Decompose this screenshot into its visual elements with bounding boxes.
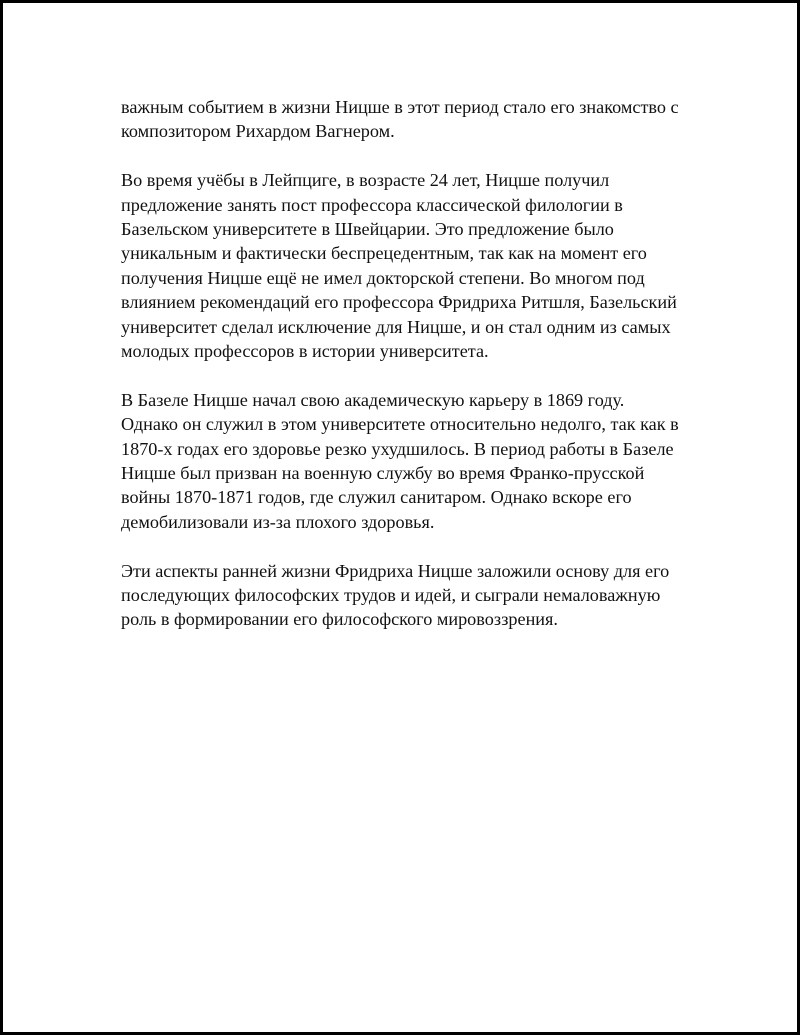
text-line: композитором Рихардом Вагнером. [121,121,395,142]
text-line: предложение занять пост профессора классической филологии в [121,194,623,215]
text-line: Базельском университете в Швейцарии. Это предложение было [121,219,614,240]
text-line: уникальным и фактически беспрецедентным, так как на момент его [121,243,647,264]
text-line: демобилизовали из-за плохого здоровья. [121,511,435,532]
paragraph-4 [121,559,701,632]
text-line: Однако он служил в этом университете относительно недолго, так как в [121,414,679,435]
text-line: 1870-х годах его здоровье резко ухудшилось. В период работы в Базеле [121,438,674,459]
paragraph-2 [121,168,701,363]
document-body [121,95,701,656]
text-line: Во время учёбы в Лейпциге, в возрасте 24 лет, Ницше получил [121,170,610,191]
text-line: получения Ницше ещё не имел докторской степени. Во многом под [121,267,645,288]
paragraph-1 [121,95,701,144]
text-line: войны 1870-1871 годов, где служил санитаром. Однако вскоре его [121,487,632,508]
text-line: последующих философских трудов и идей, и сыграли немаловажную [121,585,661,606]
text-line: В Базеле Ницше начал свою академическую карьеру в 1869 году. [121,389,625,410]
text-line: влиянием рекомендаций его профессора Фридриха Ритшля, Базельский [121,292,677,313]
paragraph-3 [121,388,701,534]
text-line: Эти аспекты ранней жизни Фридриха Ницше заложили основу для его [121,560,670,581]
text-line: роль в формировании его философского мировоззрения. [121,609,558,630]
text-line: важным событием в жизни Ницше в этот период стало его знакомство с [121,97,679,117]
text-line: молодых профессоров в истории университета. [121,341,489,362]
text-line: университет сделал исключение для Ницше, и он стал одним из самых [121,316,671,337]
text-line: Ницше был призван на военную службу во время Франко-прусской [121,463,645,484]
